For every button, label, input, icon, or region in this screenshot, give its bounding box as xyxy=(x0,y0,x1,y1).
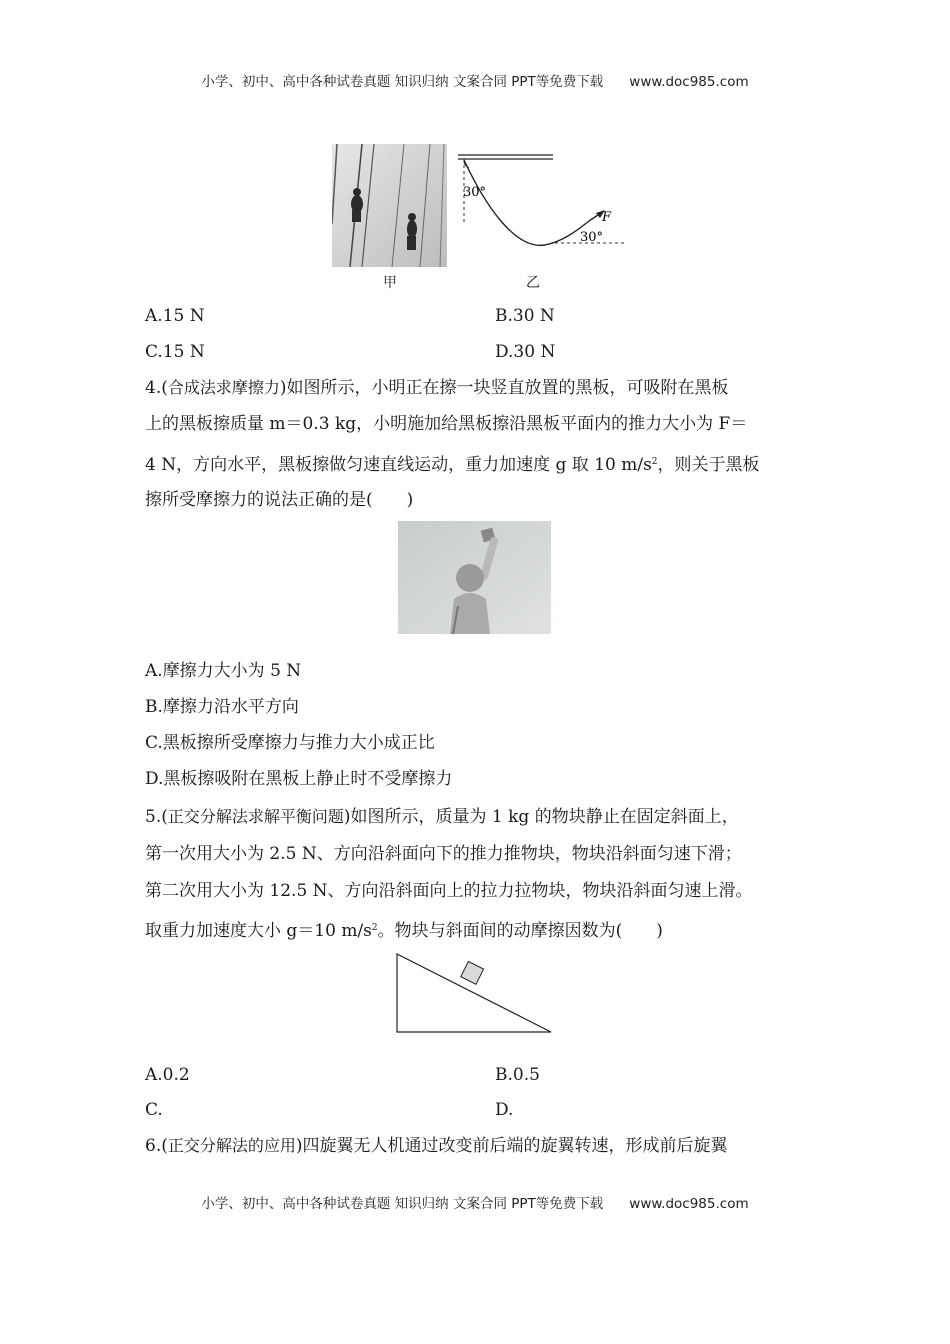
q4-tag: 合成法求摩擦力 xyxy=(167,378,280,397)
caption-yi: 乙 xyxy=(526,275,540,291)
header-text: 小学、初中、高中各种试卷真题 知识归纳 文案合同 PPT等免费下载 xyxy=(201,74,604,90)
q6-line-1: 6.(正交分解法的应用)四旋翼无人机通过改变前后端的旋翼转速，形成前后旋翼 xyxy=(145,1136,728,1156)
q4-option-c: C.黑板擦所受摩擦力与推力大小成正比 xyxy=(145,733,435,753)
figure-yi-diagram xyxy=(455,150,630,255)
force-label: F xyxy=(602,210,612,225)
q5-tag: 正交分解法求解平衡问题 xyxy=(167,807,344,826)
q3-option-d: D.30 N xyxy=(495,342,556,362)
q5-option-a: A.0.2 xyxy=(145,1065,190,1085)
q4-option-a: A.摩擦力大小为 5 N xyxy=(145,661,302,681)
q6-tag: 正交分解法的应用 xyxy=(167,1136,296,1155)
q4-line-4: 擦所受摩擦力的说法正确的是( ) xyxy=(145,490,414,510)
figure-blackboard-photo xyxy=(398,521,551,634)
q4-option-d: D.黑板擦吸附在黑板上静止时不受摩擦力 xyxy=(145,769,453,789)
q4-option-b: B.摩擦力沿水平方向 xyxy=(145,697,299,717)
q3-option-c: C.15 N xyxy=(145,342,205,362)
q5-line-1: 5.(正交分解法求解平衡问题)如图所示，质量为 1 kg 的物块静止在固定斜面上， xyxy=(145,807,739,827)
q5-line-4: 取重力加速度大小 g＝10 $m/s^2$。物块与斜面间的动摩擦因数为( ) xyxy=(145,921,663,941)
page-footer xyxy=(0,1192,950,1212)
footer-site: www.doc985.com xyxy=(629,1196,749,1212)
header-site: www.doc985.com xyxy=(629,74,749,90)
figure-incline xyxy=(395,952,555,1034)
caption-jia: 甲 xyxy=(383,275,397,291)
angle-bottom-label: 30° xyxy=(580,230,604,245)
footer-text: 小学、初中、高中各种试卷真题 知识归纳 文案合同 PPT等免费下载 xyxy=(201,1196,604,1212)
page-header xyxy=(0,70,950,90)
q5-line-2: 第一次用大小为 2.5 N、方向沿斜面向下的推力推物块，物块沿斜面匀速下滑； xyxy=(145,844,742,864)
figure-jia-photo xyxy=(332,144,447,267)
q5-option-d: D. xyxy=(495,1100,514,1120)
q3-option-b: B.30 N xyxy=(495,306,555,326)
q3-option-a: A.15 N xyxy=(145,306,205,326)
q5-option-c: C. xyxy=(145,1100,163,1120)
angle-top-label: 30° xyxy=(463,185,487,200)
q5-option-b: B.0.5 xyxy=(495,1065,540,1085)
q4-line-1: 4.(合成法求摩擦力)如图所示，小明正在擦一块竖直放置的黑板，可吸附在黑板 xyxy=(145,378,729,398)
q4-line-3: 4 N，方向水平，黑板擦做匀速直线运动，重力加速度 g 取 10 $m/s^2$，则关于黑板 xyxy=(145,455,760,475)
q4-line-2: 上的黑板擦质量 m＝0.3 kg，小明施加给黑板擦沿黑板平面内的推力大小为 F＝ xyxy=(145,414,748,434)
q5-line-3: 第二次用大小为 12.5 N、方向沿斜面向上的拉力拉物块，物块沿斜面匀速上滑。 xyxy=(145,881,753,901)
